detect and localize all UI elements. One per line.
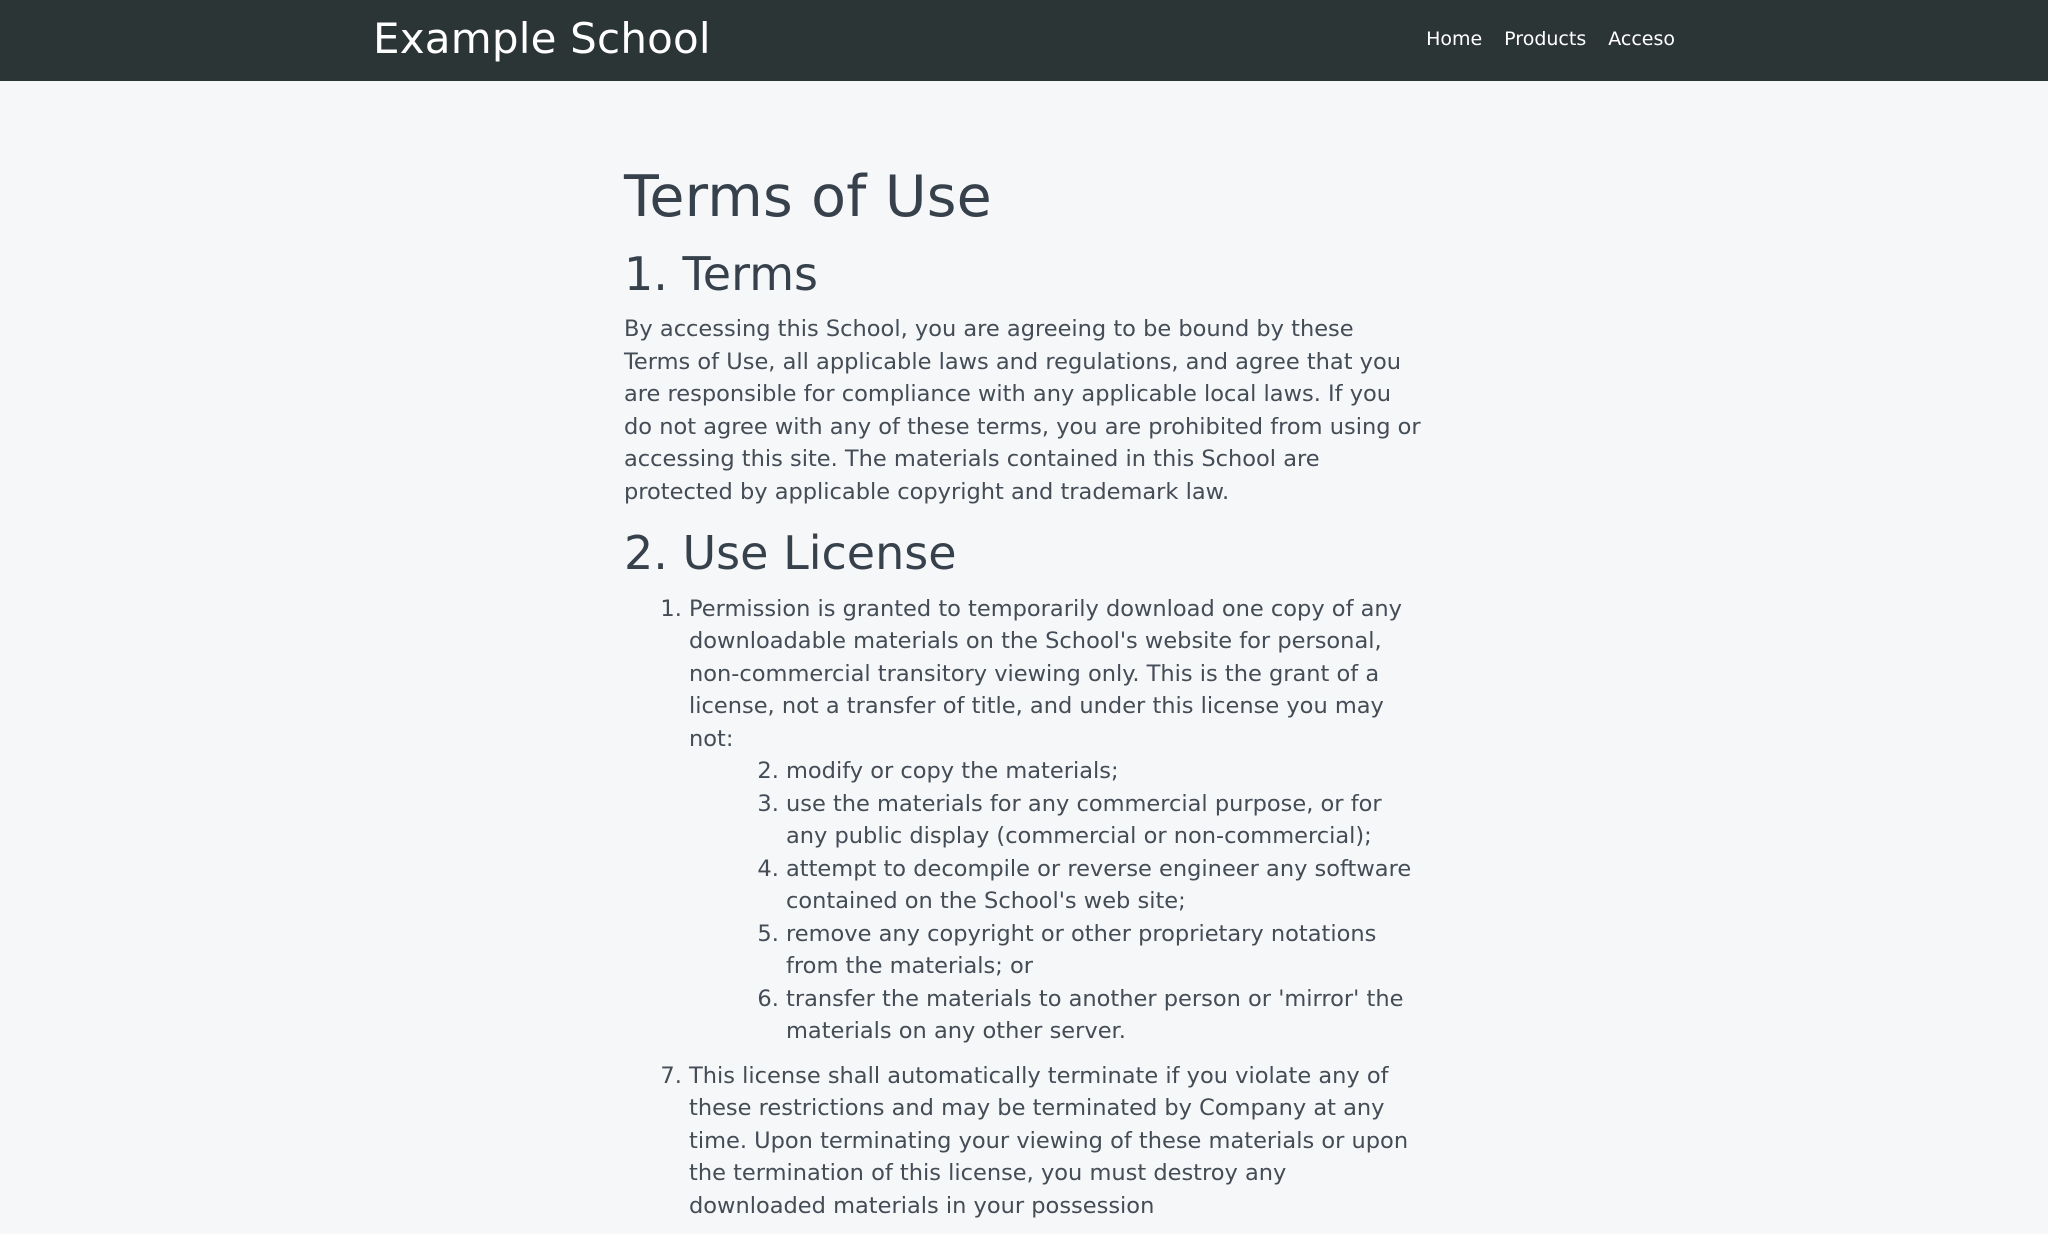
section-terms-body: By accessing this School, you are agreeing to be bound by these Terms of Use, all applicable laws and regulations, and agree that you are responsible for compliance with any applicable local laws. If you do not agree with any of these terms, you are prohibited from using or accessing this site. The materials contained in this School are protected by applicable copyright and trademark law. bbox=[624, 316, 1421, 505]
license-item-text: Permission is granted to temporarily download one copy of any downloadable materials on the School's website for personal, non-commercial transitory viewing only. This is the grant of a license, not a transfer of title, and under this license you may not: bbox=[689, 595, 1403, 752]
restriction-item: 5. remove any copyright or other proprietary notations from the materials; or bbox=[786, 918, 1424, 983]
restriction-item: 3. use the materials for any commercial purpose, or for any public display (commercial or non-commercial); bbox=[786, 788, 1424, 853]
restriction-item: 2. modify or copy the materials; bbox=[786, 755, 1424, 788]
main-nav bbox=[1426, 30, 1675, 49]
license-item bbox=[689, 593, 1424, 1048]
section-license-heading: 2. Use License bbox=[624, 526, 957, 581]
restriction-item: 6. transfer the materials to another person or 'mirror' the materials on any other server. bbox=[786, 983, 1424, 1048]
section-terms-heading: 1. Terms bbox=[624, 246, 818, 301]
nav-products-link[interactable]: Products bbox=[1504, 28, 1587, 50]
top-navbar bbox=[0, 0, 2048, 81]
navbar-container bbox=[373, 0, 1675, 81]
license-restrictions-list bbox=[689, 755, 1424, 1048]
license-item: 7. This license shall automatically terminate if you violate any of these restrictions and may be terminated by Company at any time. Upon terminating your viewing of these materials or upon the termination of this license, you must destroy any downloaded materials in your possession bbox=[689, 1060, 1424, 1223]
page-title: Terms of Use bbox=[624, 164, 992, 230]
brand-logo-link[interactable]: Example School bbox=[373, 13, 711, 63]
nav-home-link[interactable]: Home bbox=[1426, 28, 1483, 50]
terms-content bbox=[624, 166, 1424, 1234]
nav-acceso-link[interactable]: Acceso bbox=[1608, 28, 1675, 50]
license-list bbox=[624, 593, 1424, 1223]
restriction-item: 4. attempt to decompile or reverse engineer any software contained on the School's web site; bbox=[786, 853, 1424, 918]
